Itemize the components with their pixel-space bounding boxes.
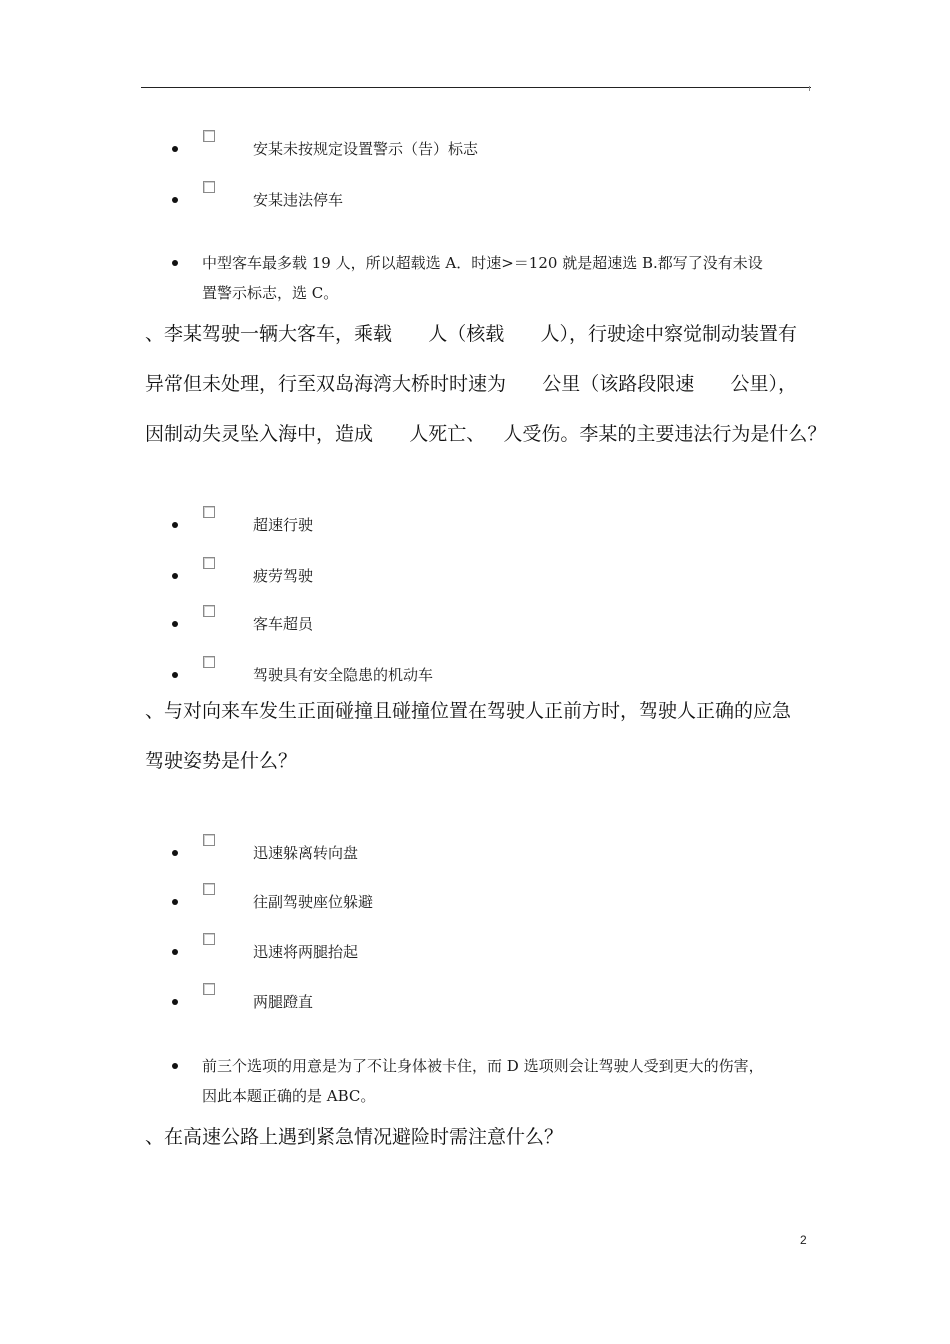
question-line: 、李某驾驶一辆大客车，乘载 人（核载 人），行驶途中察觉制动装置有	[145, 323, 797, 345]
option-item	[0, 503, 950, 537]
option-item	[0, 653, 950, 687]
bullet-dot	[172, 260, 178, 266]
option-label: 超速行驶	[253, 516, 314, 534]
question-line: 、与对向来车发生正面碰撞且碰撞位置在驾驶人正前方时，驾驶人正确的应急	[145, 700, 792, 722]
bullet-dot	[172, 522, 178, 528]
option-item	[0, 930, 950, 964]
bullet-dot	[172, 573, 178, 579]
option-checkbox[interactable]	[203, 656, 215, 668]
option-label: 迅速将两腿抬起	[253, 943, 359, 961]
header-rule-tick	[809, 86, 810, 91]
option-checkbox[interactable]	[203, 130, 215, 142]
bullet-dot	[172, 850, 178, 856]
option-checkbox[interactable]	[203, 506, 215, 518]
option-checkbox[interactable]	[203, 933, 215, 945]
answer-note-line: 因此本题正确的是 ABC。	[202, 1087, 376, 1105]
bullet-dot	[172, 1063, 178, 1069]
option-label: 疲劳驾驶	[253, 567, 314, 585]
option-checkbox[interactable]	[203, 883, 215, 895]
option-label: 安某违法停车	[253, 191, 344, 209]
question-line: 因制动失灵坠入海中，造成 人死亡、 人受伤。李某的主要违法行为是什么？	[145, 423, 827, 445]
option-checkbox[interactable]	[203, 605, 215, 617]
answer-note-line: 前三个选项的用意是为了不让身体被卡住，而 D 选项则会让驾驶人受到更大的伤害，	[202, 1057, 764, 1075]
answer-note-text	[202, 248, 820, 308]
option-item	[0, 178, 950, 212]
bullet-dot	[172, 949, 178, 955]
question-line: 、在高速公路上遇到紧急情况避险时需注意什么？	[145, 1126, 564, 1148]
header-rule	[141, 87, 811, 88]
option-checkbox[interactable]	[203, 983, 215, 995]
bullet-dot	[172, 197, 178, 203]
option-checkbox[interactable]	[203, 181, 215, 193]
answer-note-line: 置警示标志，选 C。	[202, 284, 339, 302]
bullet-dot	[172, 621, 178, 627]
bullet-dot	[172, 899, 178, 905]
bullet-dot	[172, 672, 178, 678]
option-checkbox[interactable]	[203, 557, 215, 569]
question-line: 异常但未处理，行至双岛海湾大桥时时速为 公里（该路段限速 公里），	[145, 373, 797, 395]
option-label: 安某未按规定设置警示（告）标志	[253, 140, 479, 158]
question-line: 驾驶姿势是什么？	[145, 750, 298, 772]
bullet-dot	[172, 146, 178, 152]
option-item	[0, 554, 950, 588]
option-label: 客车超员	[253, 615, 314, 633]
option-item	[0, 831, 950, 865]
option-item	[0, 602, 950, 636]
option-label: 往副驾驶座位躲避	[253, 893, 374, 911]
answer-note-text	[202, 1051, 820, 1111]
option-label: 驾驶具有安全隐患的机动车	[253, 666, 434, 684]
option-label: 两腿蹬直	[253, 993, 314, 1011]
page-number: 2	[800, 1233, 807, 1247]
option-item	[0, 127, 950, 161]
option-item	[0, 880, 950, 914]
option-label: 迅速躲离转向盘	[253, 844, 359, 862]
option-item	[0, 980, 950, 1014]
bullet-dot	[172, 999, 178, 1005]
option-checkbox[interactable]	[203, 834, 215, 846]
answer-note-line: 中型客车最多载 19 人，所以超载选 A．时速>＝120 就是超速选 B.都写了没有未设	[202, 254, 763, 272]
